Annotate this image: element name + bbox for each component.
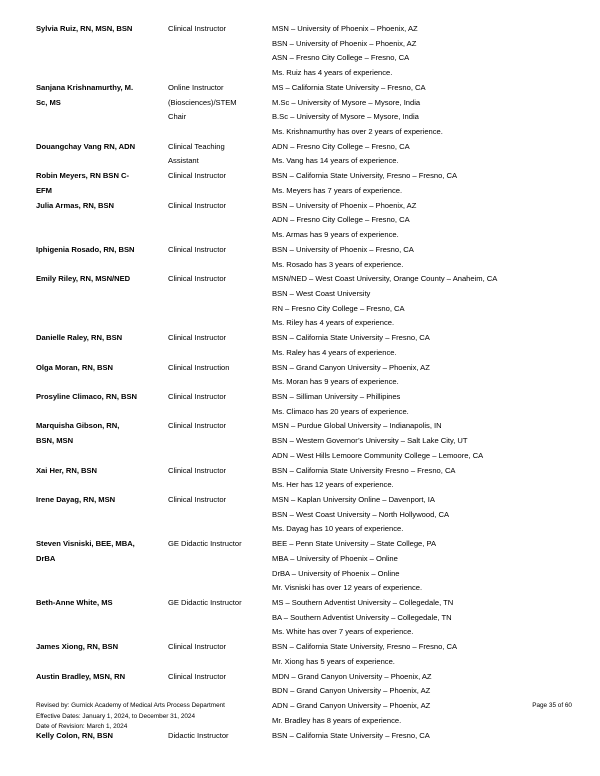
faculty-name-line: Sanjana Krishnamurthy, M. — [36, 82, 134, 92]
credential-line: MDN – Grand Canyon University – Phoenix, AZ — [272, 671, 432, 681]
credential-line: BSN – University of Phoenix – Phoenix, AZ — [272, 200, 417, 210]
faculty-role-line: Clinical Instructor — [168, 671, 227, 681]
faculty-role-cell — [168, 243, 272, 272]
credential-line: Ms. Moran has 9 years of experience. — [272, 377, 399, 387]
faculty-role-line: Clinical Instructor — [168, 244, 227, 254]
table-row — [36, 596, 572, 640]
faculty-name-cell — [36, 390, 168, 419]
faculty-role-line: Clinical Teaching — [168, 141, 225, 151]
faculty-role-line: Clinical Instructor — [168, 391, 227, 401]
faculty-role-cell — [168, 140, 272, 169]
page-footer — [36, 701, 572, 733]
faculty-role-cell — [168, 390, 272, 419]
faculty-credentials-cell — [272, 331, 572, 360]
credential-line: BSN – University of Phoenix – Fresno, CA — [272, 244, 414, 254]
faculty-name-line: Irene Dayag, RN, MSN — [36, 495, 116, 504]
faculty-role-cell — [168, 169, 272, 198]
table-row — [36, 537, 572, 596]
faculty-role-cell — [168, 596, 272, 640]
faculty-credentials-cell — [272, 361, 572, 390]
faculty-name-line: Kelly Colon, RN, BSN — [36, 730, 114, 740]
faculty-role-line: Clinical Instructor — [168, 465, 227, 475]
credential-line: M.Sc – University of Mysore – Mysore, India — [272, 97, 421, 107]
faculty-role-cell — [168, 81, 272, 140]
faculty-name-line: Beth-Anne White, MS — [36, 598, 113, 608]
credential-line: Ms. Rosado has 3 years of experience. — [272, 259, 404, 269]
credential-line: Ms. Climaco has 20 years of experience. — [272, 406, 409, 416]
faculty-role-line: Online Instructor — [168, 82, 224, 92]
faculty-name-line: Xai Her, RN, BSN — [36, 465, 98, 475]
credential-line: BDN – Grand Canyon University – Phoenix, AZ — [272, 686, 431, 696]
faculty-role-line: GE Didactic Instructor — [168, 598, 242, 608]
footer-effective-dates: Effective Dates: January 1, 2024, to December 31, 2024 — [36, 712, 196, 720]
faculty-roster-table — [36, 22, 572, 743]
credential-line: ADN – Grand Canyon University – Phoenix, AZ — [272, 701, 431, 711]
table-row — [36, 22, 572, 81]
credential-line: BSN – West Coast University — [272, 288, 371, 298]
faculty-name-cell — [36, 464, 168, 493]
credential-line: Ms. Her has 12 years of experience. — [272, 480, 394, 490]
faculty-name-line: Austin Bradley, MSN, RN — [36, 671, 126, 681]
faculty-credentials-cell — [272, 493, 572, 537]
faculty-name-line: Marquisha Gibson, RN, — [36, 421, 120, 431]
faculty-role-cell — [168, 331, 272, 360]
credential-line: Ms. Vang has 14 years of experience. — [272, 156, 399, 166]
faculty-name-cell — [36, 419, 168, 463]
faculty-role-cell — [168, 272, 272, 331]
table-row — [36, 81, 572, 140]
credential-line: MSN – Kaplan University Online – Davenport, IA — [272, 495, 435, 504]
faculty-table-body — [36, 22, 572, 743]
credential-line: MS – California State University – Fresno, CA — [272, 82, 426, 92]
faculty-name-cell — [36, 361, 168, 390]
credential-line: Ms. Dayag has 10 years of experience. — [272, 524, 404, 534]
credential-line: Mr. Bradley has 8 years of experience. — [272, 715, 402, 725]
faculty-role-cell — [168, 419, 272, 463]
footer-revised-by: Revised by: Gurnick Academy of Medical Arts Process Department — [36, 702, 225, 709]
faculty-role-cell — [168, 537, 272, 596]
credential-line: BSN – West Coast University – North Hollywood, CA — [272, 509, 450, 519]
credential-line: B.Sc – University of Mysore – Mysore, India — [272, 112, 419, 122]
faculty-name-line: Robin Meyers, RN BSN C- — [36, 171, 130, 181]
faculty-credentials-cell — [272, 243, 572, 272]
credential-line: Ms. Riley has 4 years of experience. — [272, 318, 395, 328]
faculty-role-line: GE Didactic Instructor — [168, 539, 242, 549]
credential-line: Ms. Krishnamurthy has over 2 years of experience. — [272, 127, 443, 137]
faculty-name-cell — [36, 169, 168, 198]
faculty-name-line: Emily Riley, RN, MSN/NED — [36, 274, 131, 284]
faculty-role-cell — [168, 22, 272, 81]
credential-line: BSN – Western Governor’s University – Salt Lake City, UT — [272, 436, 468, 446]
faculty-role-cell — [168, 493, 272, 537]
credential-line: ADN – Fresno City College – Fresno, CA — [272, 215, 410, 225]
table-row — [36, 361, 572, 390]
faculty-name-line: Steven Visniski, BEE, MBA, — [36, 539, 135, 549]
credential-line: BSN – California State University – Fresno, CA — [272, 333, 430, 343]
faculty-role-line: Clinical Instructor — [168, 200, 227, 210]
faculty-name-line: DrBA — [36, 553, 56, 563]
credential-line: Ms. Meyers has 7 years of experience. — [272, 185, 403, 195]
credential-line: BSN – University of Phoenix – Phoenix, AZ — [272, 38, 417, 48]
faculty-credentials-cell — [272, 81, 572, 140]
credential-line: BEE – Penn State University – State College, PA — [272, 539, 437, 549]
faculty-role-line: Clinical Instructor — [168, 333, 227, 343]
faculty-role-cell — [168, 640, 272, 669]
faculty-role-line: Clinical Instructor — [168, 421, 227, 431]
credential-line: Ms. Armas has 9 years of experience. — [272, 230, 399, 240]
faculty-credentials-cell — [272, 140, 572, 169]
faculty-role-cell — [168, 464, 272, 493]
table-row — [36, 390, 572, 419]
faculty-name-cell — [36, 331, 168, 360]
credential-line: BA – Southern Adventist University – Collegedale, TN — [272, 612, 452, 622]
credential-line: BSN – Silliman University – Phillipines — [272, 391, 401, 401]
faculty-credentials-cell — [272, 464, 572, 493]
credential-line: BSN – California State University, Fresno – Fresno, CA — [272, 171, 458, 181]
credential-line: Ms. Ruiz has 4 years of experience. — [272, 68, 393, 78]
faculty-name-line: EFM — [36, 185, 52, 195]
table-row — [36, 419, 572, 463]
faculty-name-cell — [36, 537, 168, 596]
credential-line: MBA – University of Phoenix – Online — [272, 553, 398, 563]
credential-line: MSN – University of Phoenix – Phoenix, AZ — [272, 24, 418, 33]
credential-line: MS – Southern Adventist University – Collegedale, TN — [272, 598, 454, 608]
faculty-credentials-cell — [272, 169, 572, 198]
faculty-role-line: (Biosciences)/STEM — [168, 97, 237, 107]
faculty-name-line: BSN, MSN — [36, 436, 74, 446]
credential-line: MSN/NED – West Coast University, Orange County – Anaheim, CA — [272, 274, 498, 284]
faculty-name-line: Danielle Raley, RN, BSN — [36, 333, 123, 343]
credential-line: BSN – California State University – Fresno, CA — [272, 730, 430, 740]
faculty-role-line: Clinical Instructor — [168, 274, 227, 284]
faculty-credentials-cell — [272, 22, 572, 81]
faculty-credentials-cell — [272, 390, 572, 419]
faculty-name-cell — [36, 272, 168, 331]
faculty-credentials-cell — [272, 419, 572, 463]
faculty-name-cell — [36, 81, 168, 140]
faculty-name-line: Sc, MS — [36, 97, 61, 107]
footer-date-of-revision: Date of Revision: March 1, 2024 — [36, 723, 128, 731]
faculty-name-cell — [36, 596, 168, 640]
faculty-name-cell — [36, 199, 168, 243]
faculty-role-line: Assistant — [168, 156, 199, 166]
faculty-role-line: Clinical Instructor — [168, 642, 227, 652]
faculty-role-cell — [168, 361, 272, 390]
faculty-name-cell — [36, 640, 168, 669]
faculty-credentials-cell — [272, 272, 572, 331]
credential-line: Ms. White has over 7 years of experience. — [272, 627, 414, 637]
table-row — [36, 140, 572, 169]
credential-line: DrBA – University of Phoenix – Online — [272, 568, 400, 578]
faculty-name-cell — [36, 243, 168, 272]
credential-line: RN – Fresno City College – Fresno, CA — [272, 303, 405, 313]
faculty-credentials-cell — [272, 537, 572, 596]
credential-line: Mr. Xiong has 5 years of experience. — [272, 656, 395, 666]
faculty-name-line: Sylvia Ruiz, RN, MSN, BSN — [36, 24, 133, 33]
table-row — [36, 199, 572, 243]
table-row — [36, 169, 572, 198]
faculty-credentials-cell — [272, 199, 572, 243]
faculty-name-line: Prosyline Climaco, RN, BSN — [36, 391, 138, 401]
credential-line: ADN – Fresno City College – Fresno, CA — [272, 141, 410, 151]
faculty-name-line: Julia Armas, RN, BSN — [36, 200, 115, 210]
table-row — [36, 640, 572, 669]
credential-line: ADN – West Hills Lemoore Community College – Lemoore, CA — [272, 450, 484, 460]
faculty-name-line: Iphigenia Rosado, RN, BSN — [36, 244, 135, 254]
credential-line: Mr. Visniski has over 12 years of experience. — [272, 583, 423, 593]
faculty-name-cell — [36, 493, 168, 537]
credential-line: BSN – California State University Fresno – Fresno, CA — [272, 465, 456, 475]
credential-line: ASN – Fresno City College – Fresno, CA — [272, 53, 410, 63]
faculty-role-line: Clinical Instructor — [168, 24, 227, 33]
footer-page-number: Page 35 of 60 — [532, 702, 572, 709]
faculty-name-line: Douangchay Vang RN, ADN — [36, 141, 136, 151]
faculty-credentials-cell — [272, 640, 572, 669]
table-row — [36, 493, 572, 537]
faculty-credentials-cell — [272, 596, 572, 640]
faculty-name-cell — [36, 22, 168, 81]
table-row — [36, 243, 572, 272]
table-row — [36, 331, 572, 360]
faculty-name-line: Olga Moran, RN, BSN — [36, 362, 114, 372]
faculty-role-cell — [168, 199, 272, 243]
credential-line: MSN – Purdue Global University – Indianapolis, IN — [272, 421, 442, 431]
faculty-role-line: Clinical Instructor — [168, 495, 227, 504]
faculty-role-line: Clinical Instruction — [168, 362, 230, 372]
table-row — [36, 272, 572, 331]
faculty-name-line: James Xiong, RN, BSN — [36, 642, 119, 652]
faculty-role-line: Clinical Instructor — [168, 171, 227, 181]
table-row — [36, 464, 572, 493]
credential-line: Ms. Raley has 4 years of experience. — [272, 347, 397, 357]
faculty-role-line: Didactic Instructor — [168, 730, 229, 740]
faculty-role-line: Chair — [168, 112, 187, 122]
credential-line: BSN – California State University, Fresno – Fresno, CA — [272, 642, 458, 652]
faculty-name-cell — [36, 140, 168, 169]
credential-line: BSN – Grand Canyon University – Phoenix, AZ — [272, 362, 430, 372]
